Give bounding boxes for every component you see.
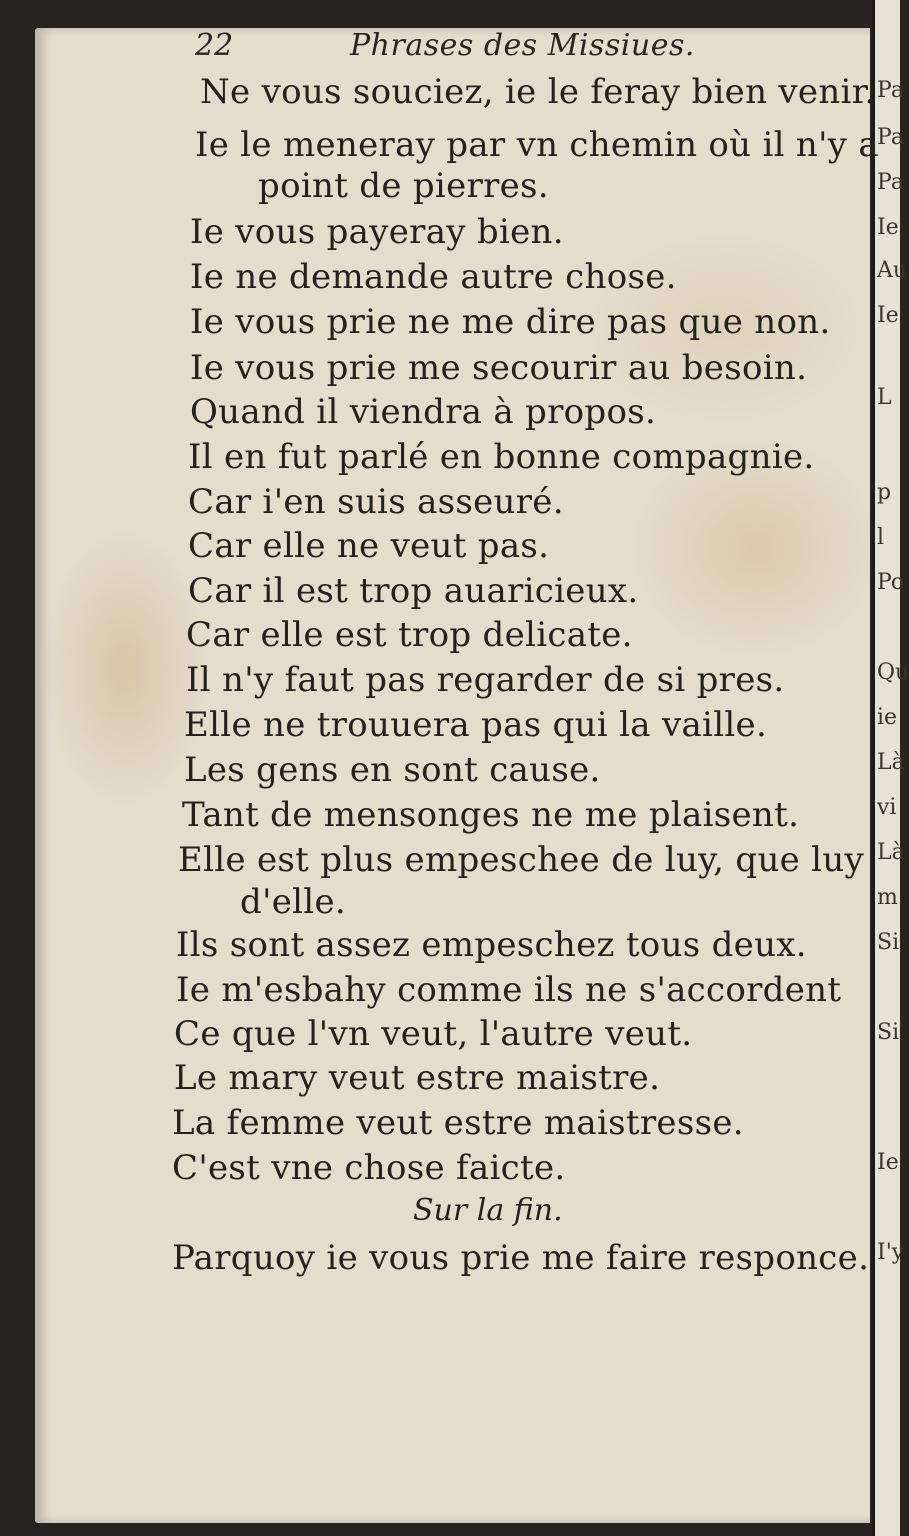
text-line: Car i'en suis asseuré. [188, 482, 564, 522]
text-line: Ie m'esbahy comme ils ne s'accordent [176, 970, 842, 1010]
text-line: Ils sont assez empeschez tous deux. [176, 925, 807, 965]
facing-page-fragment: ie [877, 705, 898, 730]
text-line: Car elle est trop delicate. [186, 615, 633, 655]
text-line: point de pierres. [258, 166, 549, 206]
facing-page-fragment: Pa [877, 125, 904, 150]
text-line: Ie vous payeray bien. [190, 212, 564, 252]
text-line: Ie le meneray par vn chemin où il n'y a [195, 125, 879, 165]
text-line: Car elle ne veut pas. [188, 526, 550, 566]
text-line: Ie ne demande autre chose. [190, 257, 677, 297]
facing-page-fragment: Ie [877, 1150, 899, 1175]
facing-page-fragment: Qu [877, 660, 909, 685]
text-line: La femme veut estre maistresse. [172, 1103, 744, 1143]
facing-page-fragment: Pa [877, 78, 904, 103]
text-line: Il en fut parlé en bonne compagnie. [188, 437, 815, 477]
running-title: Phrases des Missiues. [350, 28, 695, 63]
text-line: Ie vous prie me secourir au besoin. [190, 348, 808, 388]
text-line: Le mary veut estre maistre. [174, 1058, 661, 1098]
facing-page-fragment: l [877, 525, 885, 550]
text-line: Ce que l'vn veut, l'autre veut. [174, 1014, 693, 1054]
text-line: Ie vous prie ne me dire pas que non. [190, 302, 831, 342]
text-line: Les gens en sont cause. [184, 750, 601, 790]
facing-page-fragment: Au [877, 258, 908, 283]
facing-page-fragment: Ie [877, 215, 899, 240]
facing-page-fragment: p [877, 480, 892, 505]
text-line: d'elle. [240, 882, 347, 922]
facing-page-fragment: Là [877, 840, 905, 865]
facing-page-edge [872, 0, 909, 1536]
text-line: Tant de mensonges ne me plaisent. [182, 795, 800, 835]
facing-page-fragment: Si [877, 1020, 900, 1045]
facing-page-fragment: vi [877, 795, 897, 820]
text-line: Quand il viendra à propos. [190, 392, 657, 432]
page-header [195, 28, 695, 78]
text-line: Elle ne trouuera pas qui la vaille. [184, 705, 768, 745]
facing-page-fragment: Là [877, 750, 905, 775]
section-heading: Sur la fin. [413, 1193, 563, 1228]
facing-page-fragment: Si [877, 930, 900, 955]
facing-page-fragment: m [877, 885, 898, 910]
text-line: Elle est plus empeschee de luy, que luy [178, 840, 865, 880]
text-line: Il n'y faut pas regarder de si pres. [186, 660, 785, 700]
facing-page-fragment: Po [877, 570, 905, 595]
closing-line: Parquoy ie vous prie me faire responce. [172, 1238, 870, 1278]
facing-page-fragment: L [877, 385, 892, 410]
page-number: 22 [195, 28, 234, 63]
facing-page-fragment: Ie [877, 303, 899, 328]
text-line: Ne vous souciez, ie le feray bien venir. [200, 72, 876, 112]
text-line: C'est vne chose faicte. [172, 1148, 566, 1188]
facing-page-fragment: I'y [877, 1240, 905, 1265]
facing-page-fragment: Pa [877, 170, 904, 195]
text-line: Car il est trop auaricieux. [188, 571, 639, 611]
